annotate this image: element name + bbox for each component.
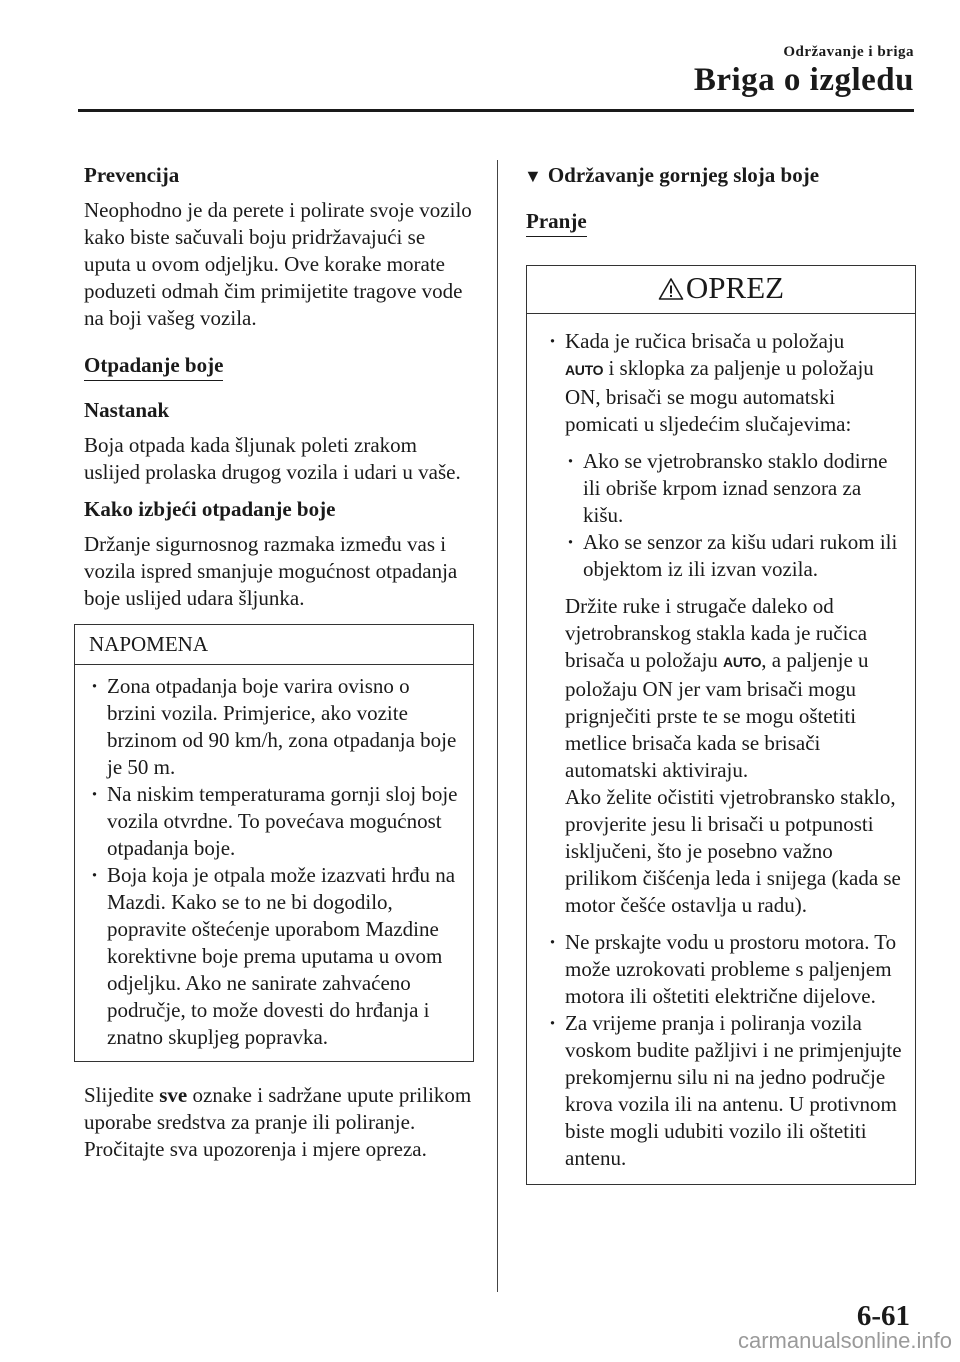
- warning-para-text-b: , a paljenje u položaju ON jer vam brisači mogu prignječiti prste te se mogu oštetiti metlice brisača kada se brisači automatski aktiviraju.: [565, 647, 869, 782]
- note-item: · Na niskim temperaturama gornji sloj boje vozila otvrdne. To povećava mogućnost otpadanja boje.: [89, 781, 463, 862]
- section-heading: [524, 162, 916, 190]
- nastanak-text: Boja otpada kada šljunak poleti zrakom uslijed prolaska drugog vozila i udari u vaše.: [84, 433, 461, 484]
- warning-para-text-a: Držite ruke i strugače daleko od vjetrobranskog stakla kada je ručica brisača u položaju: [565, 593, 868, 672]
- header-section-label: Održavanje i briga: [783, 44, 914, 60]
- warning-item-text-a: Kada je ručica brisača u položaju: [565, 328, 845, 353]
- prevencija-heading: Prevencija: [84, 163, 180, 187]
- closing-bold: sve: [159, 1083, 188, 1107]
- left-column: [84, 158, 476, 1173]
- warning-title-text: OPREZ: [685, 270, 785, 305]
- note-body: [75, 665, 473, 1061]
- warning-title: [527, 266, 915, 314]
- note-item: · Zona otpadanja boje varira ovisno o brzini vozila. Primjerice, ako vozite brzinom od 90 km/h, zona otpadanja boje je 50 m.: [89, 673, 463, 781]
- closing-text: [84, 1082, 476, 1163]
- auto-label: AUTO: [565, 361, 604, 378]
- watermark: carmanualsonline.info: [737, 1328, 952, 1353]
- auto-label: AUTO: [723, 653, 762, 670]
- page-title: Briga o izgledu: [693, 62, 914, 98]
- page-number: 6-61: [856, 1300, 910, 1332]
- izbjeci-heading: Kako izbjeći otpadanje boje: [84, 497, 336, 521]
- nastanak-heading: Nastanak: [84, 398, 170, 422]
- warning-item: · Za vrijeme pranja i poliranja vozila voskom budite pažljivi i ne primjenjujte prekomjernu silu ni na jedno područje krova vozila ili na antenu. U protivnom biste mogli udubiti vozilo ili oštetiti antenu.: [547, 1010, 903, 1172]
- warning-item: [547, 328, 903, 438]
- warning-paragraph: Ako želite očistiti vjetrobransko staklo, provjerite jesu li brisači u potpunosti isključeni, što je posebno važno prilikom čišćenja leda i snijega (kada se motor češće ostavlja u radu).: [565, 784, 901, 917]
- note-item: · Boja koja je otpala može izazvati hrđu na Mazdi. Kako se to ne bi dogodilo, popravite oštećenje uporabom Mazdine korektivne boje prema uputama u ovom odjeljku. Ako ne sanirate zahvaćeno područje, to može dovesti do hrđanja i znatno skupljeg popravka.: [89, 862, 463, 1051]
- warning-body: [527, 314, 915, 1184]
- pranje-heading: Pranje: [526, 208, 587, 237]
- prevencija-text: Neophodno je da perete i polirate svoje vozilo kako biste sačuvali boju pridržavajući se uputa u ovom odjeljku. Ove korake morate poduzeti odmah čim primijetite tragove vode na boji vašeg vozila.: [84, 198, 472, 330]
- warning-item: · Ne prskajte vodu u prostoru motora. To može uzrokovati probleme s paljenjem motora ili oštetiti električne dijelove.: [547, 929, 903, 1010]
- warning-item-text-b: i sklopka za paljenje u položaju ON, brisači se mogu automatski pomicati u sljedećim slučajevima:: [565, 355, 874, 436]
- warning-sub-item: · Ako se senzor za kišu udari rukom ili objektom iz ili izvan vozila.: [565, 529, 903, 583]
- header-rule: [78, 109, 914, 112]
- warning-paragraph: [547, 593, 903, 784]
- note-title: NAPOMENA: [75, 625, 473, 665]
- warning-box: [526, 265, 916, 1185]
- otpadanje-heading: Otpadanje boje: [84, 352, 223, 381]
- warning-sub-item: · Ako se vjetrobransko staklo dodirne ili obriše krpom iznad senzora za kišu.: [565, 448, 903, 529]
- closing-pre: Slijedite: [84, 1083, 160, 1107]
- column-divider: [497, 160, 498, 1292]
- section-heading-text: Održavanje gornjeg sloja boje: [547, 163, 820, 187]
- note-box: [74, 624, 474, 1062]
- izbjeci-text: Držanje sigurnosnog razmaka između vas i vozila ispred smanjuje mogućnost otpadanja boje uslijed udara šljunka.: [84, 532, 458, 610]
- triangle-down-icon: ▼: [524, 166, 542, 186]
- right-column: [526, 158, 916, 1185]
- closing-post: oznake i sadržane upute prilikom uporabe sredstva za pranje ili poliranje. Pročitajte sva upozorenja i mjere opreza.: [84, 1083, 472, 1161]
- warning-icon: [658, 273, 684, 309]
